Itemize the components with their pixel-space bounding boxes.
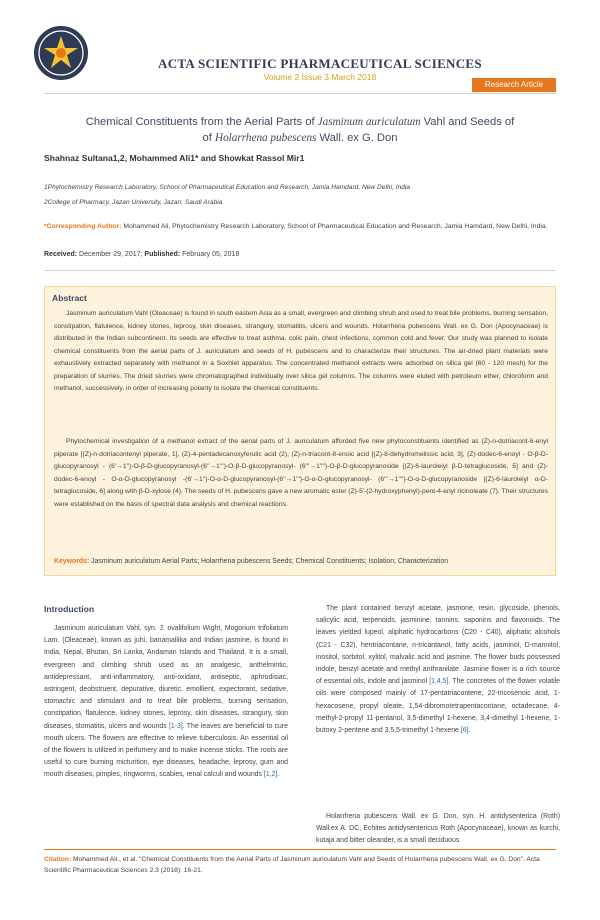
- affiliation-1: 1Phytochemistry Research Laboratory, School of Pharmaceutical Education and Research, Jamia Hamdard, New Delhi, India: [44, 184, 411, 191]
- author-list: Shahnaz Sultana1,2, Mohammed Ali1* and Showkat Rassol Mir1: [44, 153, 305, 163]
- affiliation-2: 2College of Pharmacy, Jazan University, Jazan, Saudi Arabia: [44, 199, 223, 206]
- intro-right-paragraph-1: The plant contained benzyl acetate, jasmone, resin, glycoside, phenols, salicylic acid, terpenoids, jasminine, tannins, saponins and flavonoids. The leaves yielded lupeol, aliphatic hydrocarbons (C20 - C40), aliphatic alcohols (C21 - C32), hentriacontane, n-tricantanol, fatty acids, jasminol, D-mannitol, inositol, sorbitol, xylitol, malvalic acid and jasmine. The flower buds possessed indole, benzyl acetate and methyl anthranilate. Jasmine flower is a rich source of essential oils, indole and jasminol [1,4,5]. The concretes of the flower volatile oils were composed mainly of 17-pentatriacontene, 22-tricosenoic acid, 1-hexacosene, propyl oleate, 1,54-dibromotetrapentacontane, octadecane, 4-methyl-2-propyl 11-pentanol, 3,5-dimethyl 1-hexene, 3,4-dimethyl 1-hexene, 1-butoxy 2-pentene and 3,5,5-trimethyl 1-hexene [6].: [316, 605, 560, 735]
- abstract-paragraph-1: Jasminum auriculatum Vahl (Oleaceae) is found in south eastern Asia as a small, evergreen and climbing shrub and used to treat bile problems, burning sensation, constipation, flatulence, kidney stones, leprosy, skin diseases, strangury, stomatitis, ulcers and wounds. Holarrhena pubescens Wall. ex G. Don (Apocynaceae) is distributed in the Indian subcontinent. Its seeds are effective to treat asthma, colic pain, chest infections, common cold and fever. Our study was planned to isolate chemical constituents from the aerial parts of J. auriculatum and seeds of H. pubescens and to characterize their structures. The air-dried plant materials were exhaustively extracted separately with methanol in a Soxhlet apparatus. The concentrated methanol extracts were adsorbed on silica gel (60 - 120 mesh) for the preparation of slurries. The dried slurries were chromatographed individually over silica gel columns. The columns were eluted with petroleum ether, chloroform and methanol, successively, in order of increasing polarity to isolate the chemical constituents.: [54, 310, 548, 392]
- introduction-heading: Introduction: [44, 604, 95, 614]
- corresponding-text: Mohammed Ali, Phytochemistry Research Laboratory, School of Pharmaceutical Education and Research, Jamia Hamdard, New Delhi, India.: [121, 223, 548, 230]
- citation-footer: Citation: Mohammed Ali., et al. "Chemical Constituents from the Aerial Parts of Jasminum auriculatum Vahl and Seeds of Holarrhena pubescens Wall. ex G. Don". Acta Scientific Pharmaceutical Sciences 2.3 (2018): 16-21.: [44, 856, 540, 874]
- footer-divider: [44, 849, 556, 850]
- corresponding-author: [44, 221, 556, 233]
- article-title: Chemical Constituents from the Aerial Parts of Jasminum auriculatum Vahl and Seeds of of Holarrhena pubescens Wall. ex G. Don: [85, 116, 515, 144]
- citation-link[interactable]: [6]: [458, 727, 469, 735]
- corresponding-label: *Corresponding Author:: [44, 223, 122, 230]
- journal-name: ACTA SCIENTIFIC PHARMACEUTICAL SCIENCES: [158, 56, 482, 71]
- intro-right-paragraph-2: Holarrhena pubescens Wall. ex G. Don, syn. H. antidysenterica (Roth) Wall.ex A. DC, Echites antidysentericus Roth (Apocynaceae), known as kurchi, kutaja and bitter oleander, is a small deciduous: [316, 813, 560, 845]
- dates-divider: [44, 270, 556, 271]
- volume-issue: Volume 2 Issue 3 March 2018: [263, 72, 377, 82]
- journal-logo: [32, 24, 90, 82]
- abstract-paragraph-2: Phytochemical investigation of a methanol extract of the aerial parts of J. auriculatum afforded five new phytoconstituents identified as (Z)-n-dotriacont-6-enyl piperate [(Z)-n-dotriacontenyl piperate, 1], (Z)-4-pentadecanoxyferulic acid (2), (Z)-n-triacont-8-enoic acid [(Z)-8-dehydromelissic acid, 3], (Z)-dodec-6-enoyl - O-β-D-glucopyranosyl - (6'→1'')-O-β-D-glucopyranosyl-(6''→1''')-O-β-D-glucopyranosyl- (6'''→1'''')-O-β-D-glucopyranoside [(Z)-6-lauroleiyl β-D-tetraglucoside, 5] and (Z)-dodec-6-enoyl - O-α-D-glucopyranosyl -(6'→1'')-O-α-D-glucopyranosyl-(6''→1''')-O-α-D-glucopyranosyl- (6'''→1'''')-O-α-D-glucopyranoside [(Z)-6-lauroleiyl α-D-tetraglucoside, 6] along with β-D-xylose (4). The seeds of H. pubescens gave a new aromatic ester (Z)-5'-(2-hydroxyphenyl)-pent-4-enyl ricinoleate (7). Their structures were established on the basis of spectral data analysis and chemical reactions.: [54, 438, 548, 508]
- keywords: Keywords: Jasminum auriculatum Aerial Parts; Holarrhena pubescens Seeds; Chemical Constituents; Isolation; Characterization: [54, 558, 449, 565]
- citation-link[interactable]: [1-3]: [166, 722, 183, 730]
- article-type-badge: Research Article: [472, 78, 556, 92]
- citation-link[interactable]: [1,4,5]: [427, 678, 449, 686]
- intro-left-column: Jasminum auriculatum Vahl, syn. J. ovalifolium Wight, Mogorium trifoliatum Lam. (Oleaceae), known as juhi, banamallika and Indian jasmine, is found in India, Nepal, Bhutan, Sri Lanka, Andaman Islands and Thailand. It is a small, evergreen and climbing shrub used as an analgesic, anthelmintic, antidepressant, anti-inflammatory, anti-oxidant, antiseptic, aphrodisiac, astringent, deobstruent, depurative, diuretic, emollient, expectorant, sedative, stomachic and stimulant and to treat bile problems, burning sensation, constipation, flatulence, kidney stones, leprosy, skin diseases, strangury, skin diseases, stomatitis, ulcers and wounds [1-3]. The leaves are beneficial to cure mouth ulcers. The flowers are effective to relieve tuberculosis. An essential oil of the flowers is utilized in perfumery and to make incense sticks. The roots are useful to cure burning micturition, eye diseases, headache, leprosy, gum and mouth diseases, pimples, ringworms, scabies, renal calculi and wounds [1,2].: [44, 625, 288, 779]
- abstract-heading: Abstract: [52, 293, 87, 303]
- header-divider: [44, 93, 556, 94]
- dates-line: Received: December 29, 2017; Published: February 05, 2018: [44, 251, 240, 258]
- citation-link[interactable]: [1,2]: [261, 771, 278, 779]
